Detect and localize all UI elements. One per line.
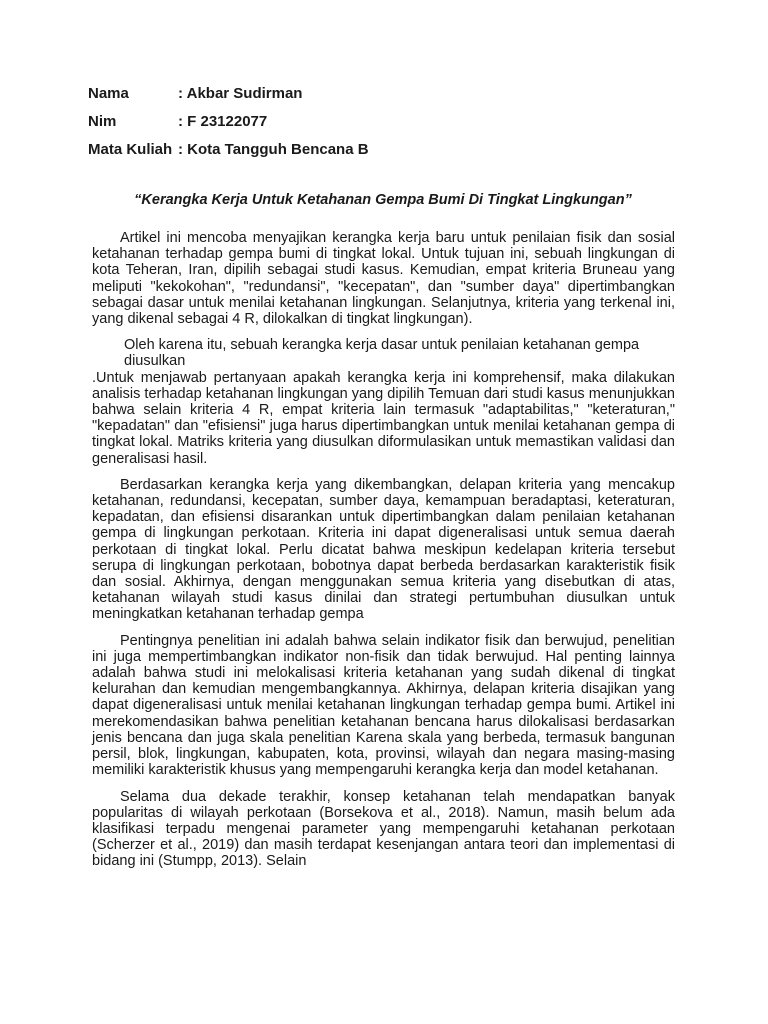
- name-value: : Akbar Sudirman: [178, 85, 303, 102]
- paragraph-2-lead: [124, 337, 704, 369]
- paragraph-1: Artikel ini mencoba menyajikan kerangka kerja baru untuk penilaian fisik dan sosial ketahanan terhadap gempa bumi di tingkat lokal. Untuk tujuan ini, sebuah lingkungan di kota Teheran, Iran, dipilih sebagai studi kasus. Kemudian, empat kriteria Bruneau yang meliputi "kekokohan", "redundansi", "kecepatan", dan "sumber daya" dipertimbangkan sebagai dasar untuk menilai ketahanan lingkungan. Selanjutnya, kriteria yang terkenal ini, yang dikenal sebagai 4 R, dilokalkan di tingkat lingkungan).: [92, 230, 675, 328]
- paragraph-5: Selama dua dekade terakhir, konsep ketahanan telah mendapatkan banyak popularitas di wilayah perkotaan (Borsekova et al., 2018). Namun, masih belum ada klasifikasi terpadu mengenai parameter yang mempengaruhi ketahanan perkotaan (Scherzer et al., 2019) dan masih terdapat kesenjangan antara teori dan implementasi di bidang ini (Stumpp, 2013). Selain: [92, 788, 675, 870]
- document-body: [92, 230, 675, 880]
- nim-value: : F 23122077: [178, 113, 268, 130]
- course-value: : Kota Tangguh Bencana B: [178, 141, 369, 158]
- name-label: Nama: [88, 85, 129, 102]
- course-label: Mata Kuliah: [88, 141, 173, 158]
- paragraph-4: Pentingnya penelitian ini adalah bahwa selain indikator fisik dan berwujud, penelitian ini juga mempertimbangkan indikator non-fisik dan tidak berwujud. Hal penting lainnya adalah bahwa studi ini melokalisasi kriteria ketahanan yang sudah dikenal di tingkat kelurahan dan kemudian mengembangkannya. Akhirnya, delapan kriteria disajikan yang dapat digeneralisasi untuk menilai ketahanan lingkungan terhadap gempa bumi. Artikel ini merekomendasikan bahwa penelitian ketahanan bencana harus dilokalisasi berdasarkan jenis bencana dan juga skala penelitian Karena skala yang berbeda, termasuk bangunan persil, blok, lingkungan, kabupaten, kota, provinsi, wilayah dan negara masing-masing memiliki karakteristik khusus yang mempengaruhi kerangka kerja dan model ketahanan.: [92, 632, 675, 779]
- paragraph-2-line-1: Oleh karena itu, sebuah kerangka kerja dasar untuk penilaian ketahanan gempa: [124, 337, 640, 354]
- course-row: [88, 136, 688, 164]
- nim-row: [88, 108, 688, 136]
- paragraph-3: Berdasarkan kerangka kerja yang dikembangkan, delapan kriteria yang mencakup ketahanan, redundansi, kecepatan, sumber daya, kemampuan beradaptasi, keteraturan, kepadatan, dan efisiensi disarankan untuk dipertimbangkan dalam penilaian ketahanan gempa di lingkungan perkotaan. Kriteria ini dapat digeneralisasi untuk semua daerah perkotaan di tingkat lokal. Perlu dicatat bahwa meskipun kedelapan kriteria tersebut serupa di lingkungan perkotaan, bobotnya dapat berbeda berdasarkan karakteristik fisik dan sosial. Akhirnya, dengan menggunakan semua kriteria yang disebutkan di atas, ketahanan wilayah studi kasus dinilai dan strategi pertumbuhan diusulkan untuk meningkatkan ketahanan terhadap gempa: [92, 476, 675, 623]
- document-title: “Kerangka Kerja Untuk Ketahanan Gempa Bumi Di Tingkat Lingkungan”: [134, 192, 632, 208]
- paragraph-2-body: .Untuk menjawab pertanyaan apakah kerangka kerja ini komprehensif, maka dilakukan analisis terhadap ketahanan lingkungan yang dipilih Temuan dari studi kasus menunjukkan bahwa selain kriteria 4 R, empat kriteria lain termasuk "adaptabilitas," "keteraturan," "kepadatan" dan "efisiensi" juga harus dipertimbangkan untuk menilai ketahanan gempa di tingkat lokal. Matriks kriteria yang diusulkan diformulasikan untuk memastikan validasi dan generalisasi hasil.: [92, 369, 675, 467]
- nim-label: Nim: [88, 113, 117, 130]
- student-info-header: [88, 80, 688, 164]
- paragraph-2-line-2: diusulkan: [124, 353, 186, 370]
- name-row: [88, 80, 688, 108]
